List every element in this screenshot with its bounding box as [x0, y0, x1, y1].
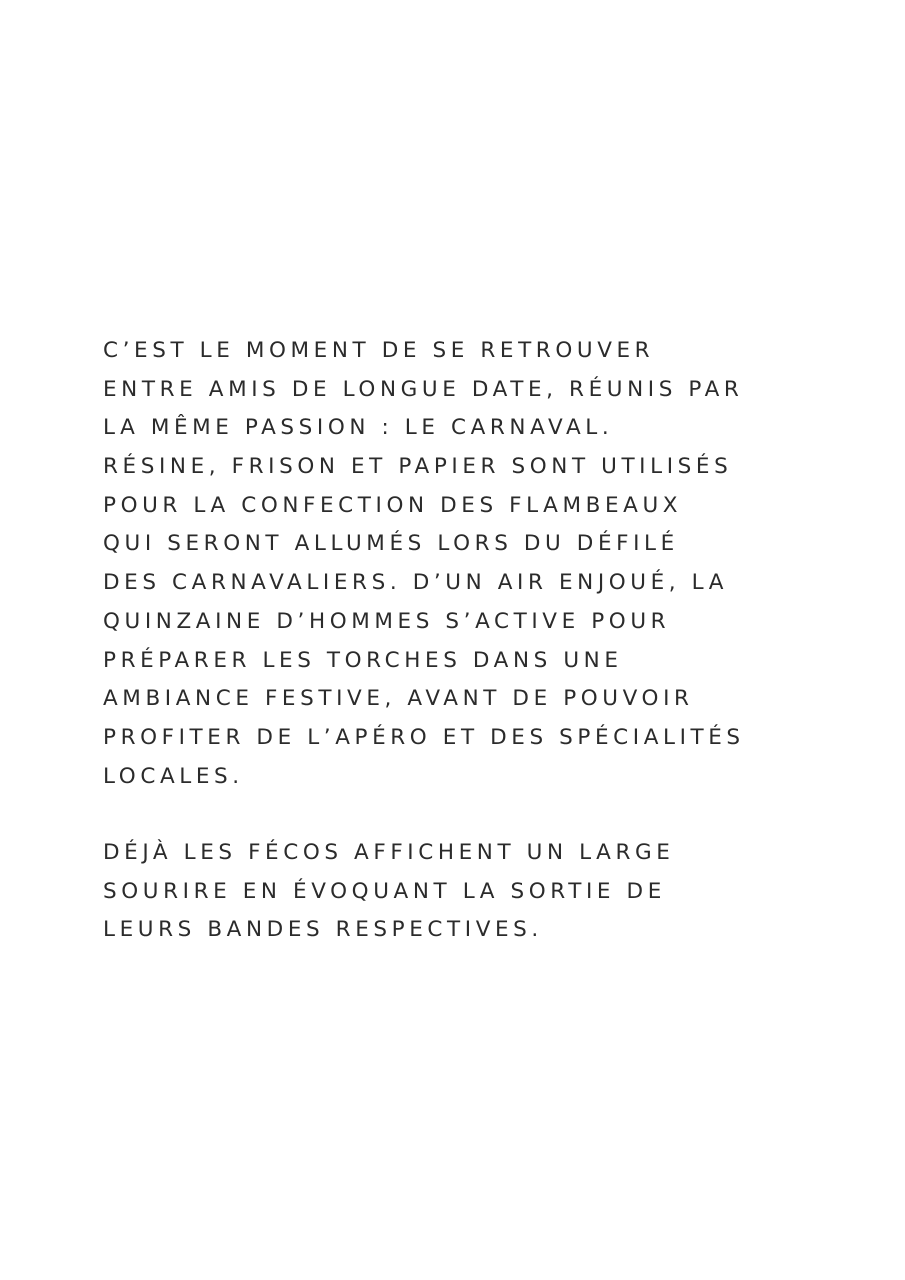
- text-line: RÉSINE, FRISON ET PAPIER SONT UTILISÉS: [103, 454, 733, 480]
- text-line: AMBIANCE FESTIVE, AVANT DE POUVOIR: [103, 686, 694, 712]
- text-line: PROFITER DE L’APÉRO ET DES SPÉCIALITÉS: [103, 724, 745, 750]
- text-line: QUI SERONT ALLUMÉS LORS DU DÉFILÉ: [103, 531, 679, 557]
- text-line: LEURS BANDES RESPECTIVES.: [103, 917, 543, 943]
- text-line: QUINZAINE D’HOMMES S’ACTIVE POUR: [103, 608, 671, 634]
- paragraph-carnival-preparation: [103, 332, 863, 796]
- text-line: LOCALES.: [103, 763, 244, 789]
- text-line: LA MÊME PASSION : LE CARNAVAL.: [103, 415, 614, 441]
- text-line: DÉJÀ LES FÉCOS AFFICHENT UN LARGE: [103, 840, 675, 865]
- text-line: SOURIRE EN ÉVOQUANT LA SORTIE DE: [103, 878, 666, 904]
- text-line: DES CARNAVALIERS. D’UN AIR ENJOUÉ, LA: [103, 570, 729, 596]
- text-line: PRÉPARER LES TORCHES DANS UNE: [103, 647, 623, 673]
- paragraph-fecos-smile: [103, 834, 863, 950]
- text-line: POUR LA CONFECTION DES FLAMBEAUX: [103, 492, 683, 518]
- text-line: ENTRE AMIS DE LONGUE DATE, RÉUNIS PAR: [103, 376, 744, 402]
- text-line: C’EST LE MOMENT DE SE RETROUVER: [103, 338, 655, 363]
